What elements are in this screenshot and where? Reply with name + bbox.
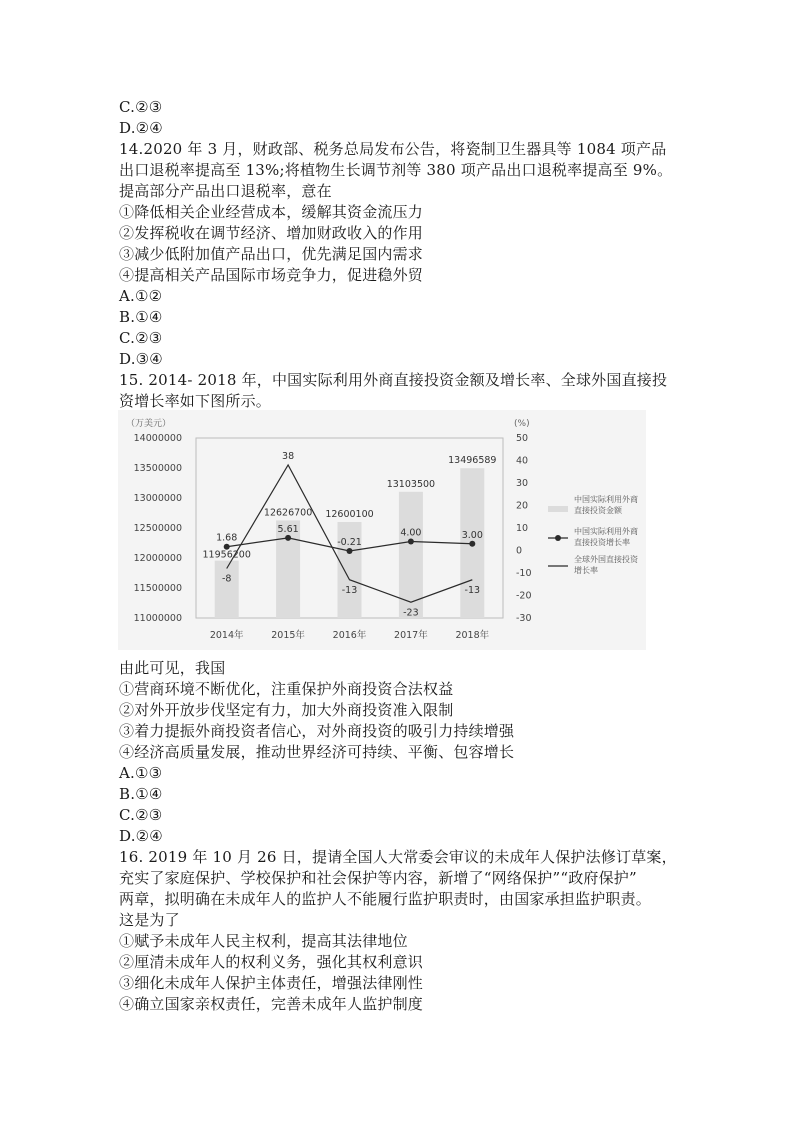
- text-line-l12: C.②③: [119, 329, 163, 347]
- legend-china-text: 直接投资增长率: [574, 538, 630, 547]
- text-line-l23: C.②③: [119, 806, 163, 824]
- text-line-l02: D.②④: [119, 119, 163, 137]
- bar-value-label: 13103500: [386, 478, 436, 490]
- text-line-l13: D.③④: [119, 350, 163, 368]
- x-tick-label: 2015年: [271, 630, 305, 641]
- china-growth-point: [285, 535, 291, 541]
- right-tick-label: -30: [516, 613, 532, 624]
- left-tick-label: 13500000: [133, 463, 182, 474]
- bar-2014年: [215, 561, 239, 618]
- bar-value-label: 12626700: [263, 507, 313, 519]
- left-tick-label: 12000000: [133, 553, 182, 564]
- right-tick-label: 40: [516, 455, 529, 467]
- text-line-l10: A.①②: [119, 287, 163, 305]
- text-line-l03: 14.2020 年 3 月，财政部、税务总局发布公告，将瓷制卫生器具等 1084 项产品: [119, 140, 667, 158]
- text-line-l05: 提高部分产品出口退税率，意在: [119, 182, 332, 200]
- text-line-l32: ④确立国家亲权责任，完善未成年人监护制度: [119, 995, 424, 1013]
- right-tick-label: -10: [516, 568, 532, 579]
- text-line-l27: 两章，拟明确在未成年人的监护人不能履行监护职责时，由国家承担监护职责。: [119, 890, 652, 908]
- china-growth-label: 4.00: [400, 527, 422, 539]
- left-tick-label: 12500000: [133, 523, 182, 534]
- text-line-l21: A.①③: [119, 764, 163, 782]
- bar-value-label: 12600100: [325, 508, 374, 520]
- right-tick-label: 0: [516, 545, 523, 557]
- global-growth-label: -13: [464, 584, 481, 596]
- text-line-l19: ③着力提振外商投资者信心，对外商投资的吸引力持续增强: [119, 722, 515, 740]
- text-line-l22: B.①④: [119, 785, 163, 803]
- china-growth-label: 1.68: [216, 532, 238, 544]
- text-line-l17: ①营商环境不断优化，注重保护外商投资合法权益: [119, 680, 454, 698]
- china-growth-point: [469, 541, 475, 547]
- global-growth-label: 38: [282, 451, 295, 462]
- left-tick-label: 13000000: [133, 493, 182, 504]
- right-tick-label: 30: [516, 478, 529, 489]
- right-tick-label: 50: [516, 433, 529, 444]
- x-tick-label: 2017年: [394, 630, 428, 641]
- text-line-l16: 由此可见，我国: [119, 659, 226, 677]
- text-line-l11: B.①④: [119, 308, 163, 326]
- legend-global-text: 增长率: [574, 566, 598, 575]
- right-tick-label: 10: [516, 523, 529, 534]
- text-line-l24: D.②④: [119, 827, 163, 845]
- left-tick-label: 11000000: [133, 613, 182, 624]
- text-line-l28: 这是为了: [119, 911, 180, 929]
- text-line-l15: 资增长率如下图所示。: [119, 392, 272, 410]
- x-tick-label: 2018年: [455, 630, 490, 641]
- bar-value-label: 13496589: [448, 455, 497, 467]
- text-line-l26: 充实了家庭保护、学校保护和社会保护等内容，新增了“网络保护”“政府保护”: [119, 869, 637, 887]
- x-tick-label: 2014年: [209, 630, 244, 641]
- legend-bar-text: 中国实际利用外商: [574, 495, 638, 504]
- left-tick-label: 11500000: [133, 583, 182, 594]
- text-line-l04: 出口退税率提高至 13%;将植物生长调节剂等 380 项产品出口退税率提高至 9%。: [119, 161, 673, 179]
- text-line-l01: C.②③: [119, 98, 163, 116]
- left-tick-label: 14000000: [133, 433, 182, 444]
- legend-china-marker: [555, 535, 561, 541]
- china-growth-point: [408, 539, 414, 545]
- investment-chart-svg: [118, 410, 646, 650]
- text-line-l20: ④经济高质量发展，推动世界经济可持续、平衡、包容增长: [119, 743, 515, 761]
- text-line-l25: 16. 2019 年 10 月 26 日，提请全国人大常委会审议的未成年人保护法修订草案，: [119, 848, 677, 866]
- right-unit-label: (%): [514, 419, 530, 429]
- text-line-l31: ③细化未成年人保护主体责任，增强法律刚性: [119, 974, 424, 992]
- text-line-l18: ②对外开放步伐坚定有力，加大外商投资准入限制: [119, 701, 454, 719]
- bar-value-label: 11956200: [202, 549, 251, 561]
- legend-china-text: 中国实际利用外商: [574, 527, 638, 536]
- text-line-l30: ②厘清未成年人的权利义务，强化其权利意识: [119, 953, 424, 971]
- investment-chart: [118, 410, 646, 650]
- china-growth-point: [347, 548, 353, 554]
- text-line-l09: ④提高相关产品国际市场竞争力，促进稳外贸: [119, 266, 424, 284]
- right-tick-label: -20: [516, 590, 532, 602]
- left-unit-label: （万美元）: [126, 419, 172, 429]
- legend-global-text: 全球外国直接投资: [574, 555, 638, 564]
- legend-bar-swatch: [548, 506, 568, 512]
- china-growth-label: -0.21: [337, 536, 362, 548]
- text-line-l08: ③减少低附加值产品出口，优先满足国内需求: [119, 245, 424, 263]
- legend-bar-text: 直接投资金额: [574, 506, 622, 515]
- china-growth-label: 3.00: [461, 529, 483, 541]
- global-growth-label: -8: [221, 573, 232, 585]
- right-tick-label: 20: [516, 500, 529, 512]
- x-tick-label: 2016年: [332, 630, 367, 641]
- text-line-l06: ①降低相关企业经营成本，缓解其资金流压力: [119, 203, 424, 221]
- china-growth-label: 5.61: [277, 523, 299, 535]
- text-line-l14: 15. 2014- 2018 年，中国实际利用外商直接投资金额及增长率、全球外国直接投: [119, 371, 668, 389]
- global-growth-label: -13: [341, 584, 358, 596]
- global-growth-label: -23: [403, 607, 419, 619]
- text-line-l07: ②发挥税收在调节经济、增加财政收入的作用: [119, 224, 424, 242]
- text-line-l29: ①赋予未成年人民主权利，提高其法律地位: [119, 932, 408, 950]
